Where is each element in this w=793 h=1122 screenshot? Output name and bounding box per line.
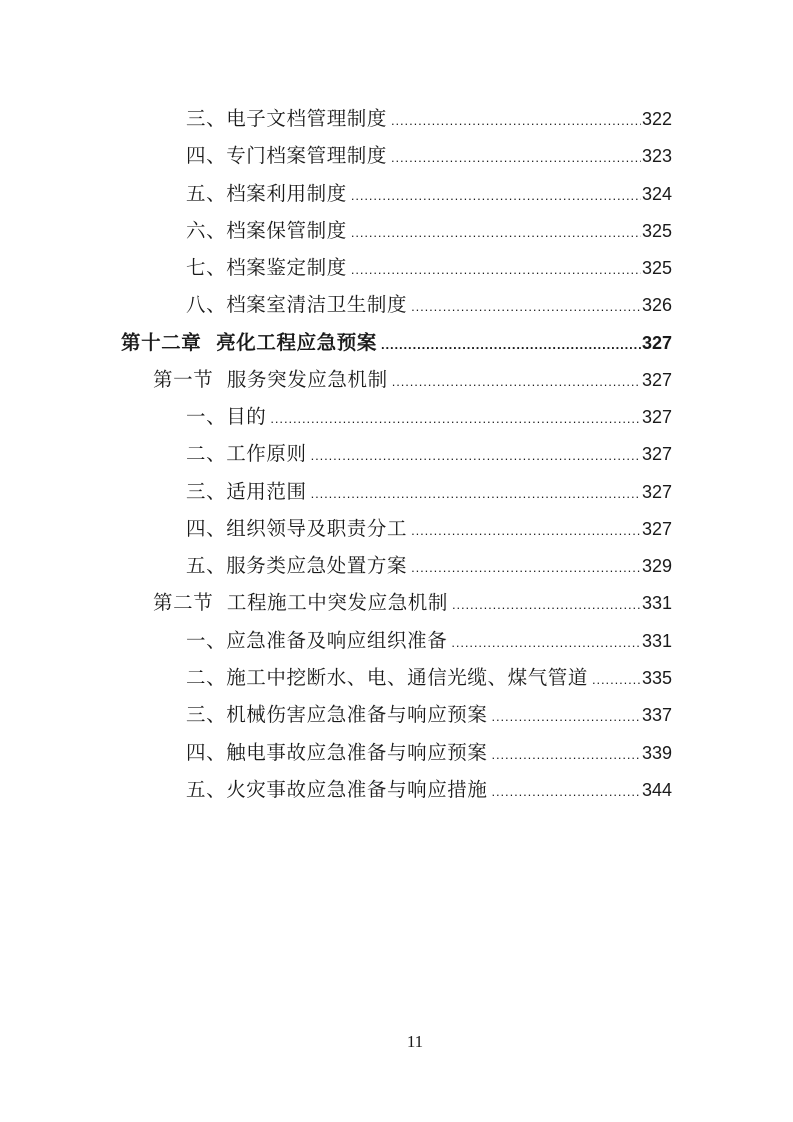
toc-entry-chapter[interactable]: [121, 324, 672, 361]
toc-leader: [451, 624, 641, 659]
toc-leader: [492, 773, 641, 808]
toc-entry-item[interactable]: [186, 547, 672, 584]
toc-entry-title: 二、工作原则: [186, 442, 307, 466]
toc-entry-title: 三、电子文档管理制度: [186, 107, 388, 130]
toc-leader: [391, 102, 641, 137]
toc-entry-page: 326: [641, 295, 672, 316]
toc-leader: [492, 698, 641, 733]
toc-leader: [381, 326, 641, 361]
toc-entry-item[interactable]: [186, 622, 672, 659]
toc-leader: [592, 661, 641, 696]
toc-entry-title: 四、触电事故应急准备与响应预案: [186, 740, 488, 764]
toc-entry-item[interactable]: [186, 473, 672, 510]
toc-leader: [311, 475, 641, 510]
toc-entry-title: 五、服务类应急处置方案: [186, 554, 408, 578]
toc-entry-item[interactable]: [186, 137, 672, 174]
toc-leader: [392, 363, 641, 398]
toc-entry-item[interactable]: [186, 659, 672, 696]
toc-leader: [492, 736, 641, 771]
toc-entry-page: 327: [641, 481, 672, 502]
toc-entry-title: 五、档案利用制度: [186, 181, 347, 205]
toc-entry-item[interactable]: [186, 510, 672, 547]
toc-entry-page: 335: [641, 667, 672, 688]
toc-entry-page: 327: [641, 369, 672, 390]
toc-entry-title: 三、适用范围: [186, 479, 307, 503]
toc-entry-page: 329: [641, 556, 672, 577]
toc-leader: [452, 586, 641, 621]
toc-leader: [411, 549, 641, 584]
toc-entry-page: 339: [641, 742, 672, 763]
toc-entry-page: 325: [641, 220, 672, 241]
toc-entry-title: 第十二章 亮化工程应急预案: [121, 330, 377, 354]
toc-entry-title: 一、应急准备及响应组织准备: [186, 628, 448, 652]
toc-entry-item[interactable]: [186, 696, 672, 733]
toc-entry-title: 第二节 工程施工中突发应急机制: [153, 591, 448, 615]
toc-entry-page: 327: [641, 444, 672, 465]
toc-entry-item[interactable]: [186, 175, 672, 212]
toc-entry-title: 第一节 服务突发应急机制: [153, 367, 388, 391]
toc-entry-page: 327: [641, 518, 672, 539]
toc-leader: [351, 214, 641, 249]
toc-leader: [391, 139, 641, 174]
toc-entry-page: 325: [641, 258, 672, 279]
toc-entry-item[interactable]: [186, 771, 672, 808]
toc-entry-page: 344: [641, 779, 672, 800]
toc-entry-page: 327: [641, 407, 672, 428]
toc-entry-page: 331: [641, 630, 672, 651]
toc-entry-title: 六、档案保管制度: [186, 218, 347, 242]
toc-leader: [411, 288, 641, 323]
toc-leader: [351, 177, 641, 212]
toc-leader: [311, 437, 641, 472]
toc-entry-title: 二、施工中挖断水、电、通信光缆、煤气管道: [186, 665, 589, 689]
toc-entry-item[interactable]: [186, 212, 672, 249]
toc-entry-title: 四、专门档案管理制度: [186, 144, 388, 168]
toc-entry-item[interactable]: [186, 249, 672, 286]
toc-entry-page: 323: [641, 146, 672, 167]
toc-leader: [351, 251, 641, 286]
toc-leader: [411, 512, 641, 547]
toc-entry-title: 五、火灾事故应急准备与响应措施: [186, 777, 488, 801]
toc-entry-title: 一、目的: [186, 405, 267, 429]
toc-entry-page: 337: [641, 705, 672, 726]
toc-entry-item[interactable]: [186, 435, 672, 472]
toc-entry-item[interactable]: [186, 286, 672, 323]
toc-entry-title: 七、档案鉴定制度: [186, 256, 347, 280]
toc-leader: [270, 400, 641, 435]
toc-entry-page: 327: [641, 332, 672, 353]
toc-entry-title: 八、档案室清洁卫生制度: [186, 293, 408, 317]
toc-entry-item[interactable]: [186, 398, 672, 435]
toc-entry-section[interactable]: [153, 361, 672, 398]
toc-entry-item[interactable]: [186, 100, 672, 137]
toc-entry-page: 322: [641, 109, 672, 129]
table-of-contents: [0, 100, 793, 808]
toc-entry-item[interactable]: [186, 734, 672, 771]
toc-entry-page: 324: [641, 183, 672, 204]
page-number: 11: [406, 1032, 424, 1051]
toc-entry-title: 四、组织领导及职责分工: [186, 516, 408, 540]
toc-entry-title: 三、机械伤害应急准备与响应预案: [186, 703, 488, 727]
toc-entry-section[interactable]: [153, 584, 672, 621]
toc-entry-page: 331: [641, 593, 672, 614]
